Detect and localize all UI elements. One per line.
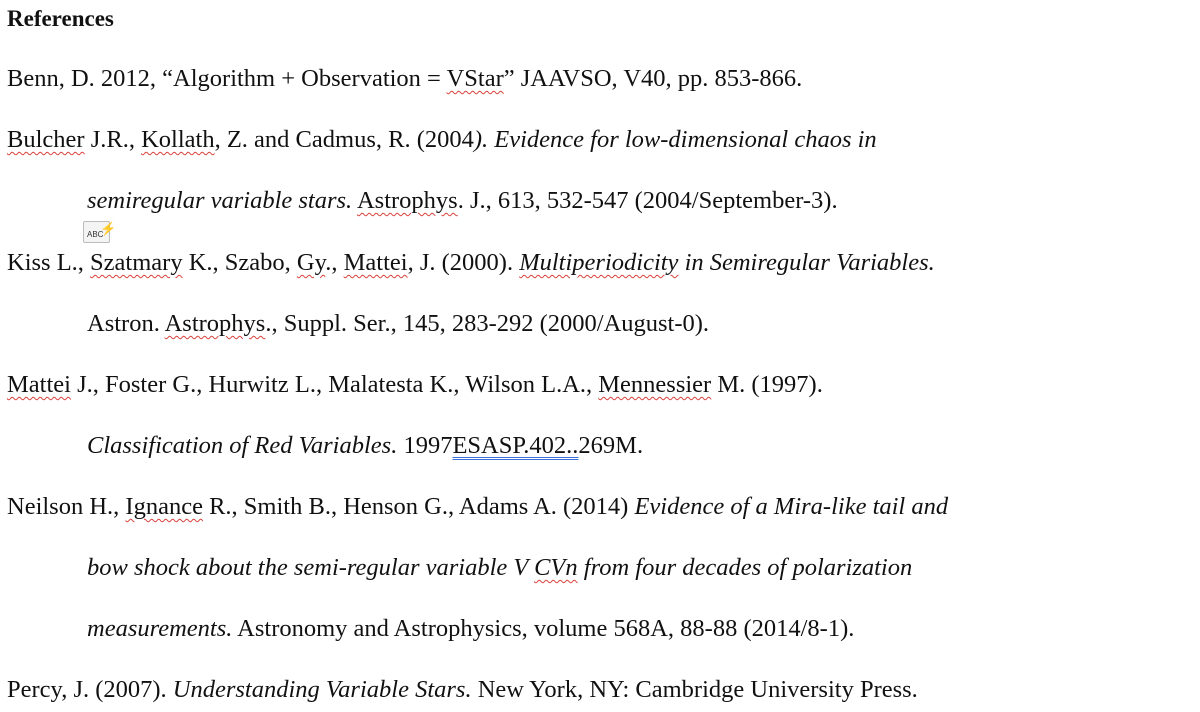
ref-text: Benn, D. 2012, “Algorithm + Observation = [7,65,447,92]
reference-benn [7,64,802,94]
references-heading: References [7,6,114,31]
ref-text: , J. (2000). [407,249,520,276]
ref-text: . J., 613, 532-547 (2004/September-3). [457,187,838,214]
ref-text: ” JAAVSO, V40, pp. 853-866. [503,65,803,92]
spelling-flagged-word[interactable]: Mattei [7,371,71,398]
spelling-flagged-word[interactable]: Ignance [125,493,203,520]
ref-text: Neilson H., [7,493,126,520]
ref-text: K., Szabo, [182,249,297,276]
reference-bulcher-continued [87,186,838,216]
lightning-bolt-icon: ⚡ [100,221,117,236]
autocorrect-options-button[interactable] [83,221,117,243]
ref-text: ., [325,249,344,276]
ref-text: , Z. and Cadmus, R. (2004 [214,126,474,153]
spelling-flagged-word[interactable]: Gy [296,249,326,276]
ref-title: measurements. [87,615,233,642]
autocorrect-abc-label: ABC [87,230,104,239]
spelling-flagged-word[interactable]: Bulcher [7,126,85,153]
spelling-flagged-word[interactable]: Mennessier [598,371,712,398]
grammar-flagged-text[interactable]: ESASP.402.. [452,432,579,459]
ref-title: Understanding Variable Stars. [172,676,472,703]
ref-text: Astron. [87,310,165,337]
reference-bulcher [7,125,877,155]
ref-title: semiregular variable stars. [87,187,353,214]
ref-text: J., Foster G., Hurwitz L., Malatesta K., Wilson L.A., [70,371,599,398]
ref-text: J.R., [84,126,142,153]
ref-title: ). Evidence for low-dimensional chaos in [473,126,877,153]
reference-neilson [7,492,948,522]
ref-text: Astronomy and Astrophysics, volume 568A, 88-88 (2014/8-1). [232,615,855,642]
ref-text: ., Suppl. Ser., 145, 283-292 (2000/August-0). [265,310,710,337]
ref-title: Classification of Red Variables. [87,432,398,459]
spelling-flagged-word[interactable]: VStar [446,65,504,92]
spelling-flagged-word[interactable]: Szatmary [90,249,183,276]
reference-kiss-continued [87,309,709,339]
ref-title: Evidence of a Mira-like tail and [634,493,949,520]
ref-text: M. (1997). [711,371,823,398]
reference-neilson-continued [87,553,912,583]
ref-title: in Semiregular Variables. [678,249,935,276]
reference-mattei-continued [87,431,643,461]
spelling-flagged-word[interactable]: Mattei [343,249,408,276]
ref-text: R., Smith B., Henson G., Adams A. (2014) [202,493,635,520]
spelling-flagged-word[interactable]: CVn [534,554,578,581]
ref-text: Kiss L., [7,249,91,276]
spelling-flagged-word[interactable]: Astrophys [164,310,266,337]
reference-mattei [7,370,823,400]
spelling-flagged-word[interactable]: Multiperiodicity [519,249,679,276]
ref-text: Percy, J. (2007). [7,676,173,703]
ref-title: bow shock about the semi-regular variable V [87,554,535,581]
ref-text: 1997 [397,432,453,459]
ref-title: from four decades of polarization [577,554,913,581]
reference-kiss [7,248,935,278]
reference-percy [7,675,918,705]
ref-text: New York, NY: Cambridge University Press. [471,676,918,703]
spelling-flagged-word[interactable]: Astrophys [356,187,458,214]
spelling-flagged-word[interactable]: Kollath [141,126,215,153]
reference-neilson-continued-2 [87,614,854,644]
ref-text: 269M. [578,432,644,459]
